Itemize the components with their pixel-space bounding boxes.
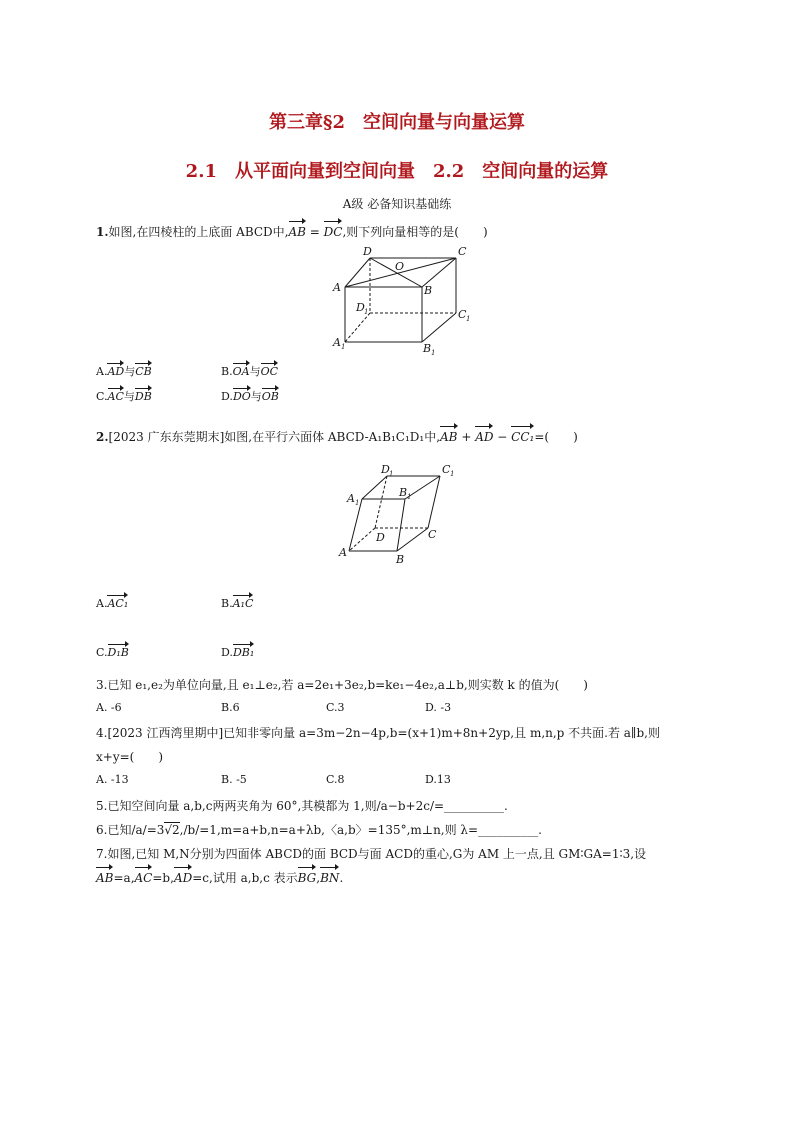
q3-option-d[interactable]: D. -3	[425, 701, 452, 714]
q4-option-b[interactable]: B. -5	[221, 773, 247, 786]
figure-prism	[325, 242, 475, 357]
label-b: B	[424, 284, 433, 297]
q4-option-c[interactable]: C.8	[326, 773, 345, 786]
svg-text:1: 1	[450, 470, 455, 478]
question-2-stem: 2.[2023 广东东莞期末]如图,在平行六面体 ABCD-A₁B₁C₁D₁中,AB + AD − CC₁=( )	[96, 425, 578, 446]
label-a1: A	[347, 492, 355, 505]
label-a: A	[339, 546, 347, 559]
q2-option-d[interactable]: D.DB₁	[221, 643, 254, 659]
label-d1: D	[356, 301, 365, 314]
q3-option-c[interactable]: C.3	[326, 701, 345, 714]
label-c1: C	[442, 463, 451, 476]
svg-text:1: 1	[341, 343, 346, 351]
label-d: D	[363, 245, 372, 258]
q1-option-a[interactable]: A.AD与CB	[96, 362, 152, 379]
label-c1: C	[458, 308, 467, 321]
question-7-stem-line1: 7.如图,已知 M,N分别为四面体 ABCD的面 BCD与面 ACD的重心,G为 AM 上一点,且 GM∶GA=1∶3,设	[96, 847, 647, 861]
label-b: B	[396, 553, 405, 566]
q3-option-a[interactable]: A. -6	[96, 701, 122, 714]
q1-option-b[interactable]: B.OA与OC	[221, 362, 278, 379]
section-title: 2.1 从平面向量到空间向量 2.2 空间向量的运算	[185, 161, 609, 182]
svg-text:1: 1	[389, 470, 394, 478]
question-6-stem: 6.已知/a/=3√2,/b/=1,m=a+b,n=a+λb,〈a,b〉=135°,m⊥n,则 λ=__________.	[96, 823, 542, 837]
question-3-stem: 3.已知 e₁,e₂为单位向量,且 e₁⊥e₂,若 a=2e₁+3e₂,b=ke₁−4e₂,a⊥b,则实数 k 的值为( )	[96, 678, 588, 692]
figure-parallelepiped	[335, 462, 465, 570]
q2-option-a[interactable]: A.AC₁	[96, 594, 128, 610]
q2-option-c[interactable]: C.D₁B	[96, 643, 129, 659]
label-d1: D	[381, 463, 390, 476]
question-1-stem: 1.如图,在四棱柱的上底面 ABCD中,AB = DC,则下列向量相等的是( )	[96, 220, 488, 241]
chapter-title: 第三章§2 空间向量与向量运算	[269, 112, 525, 133]
vector-dc: DC	[324, 220, 343, 241]
label-a1: A	[333, 336, 341, 349]
vector-ab: AB	[289, 220, 306, 241]
question-7-stem-line2: AB=a,AC=b,AD=c,试用 a,b,c 表示BG,BN.	[96, 866, 343, 887]
label-b1: B	[399, 486, 408, 499]
q4-option-a[interactable]: A. -13	[96, 773, 129, 786]
q1-option-c[interactable]: C.AC与DB	[96, 387, 152, 404]
label-c: C	[458, 245, 467, 258]
svg-text:1: 1	[431, 349, 436, 357]
svg-text:1: 1	[407, 493, 412, 501]
level-label: A级 必备知识基础练	[342, 197, 452, 211]
q4-option-d[interactable]: D.13	[425, 773, 451, 786]
question-4-stem-line1: 4.[2023 江西湾里期中]已知非零向量 a=3m−2n−4p,b=(x+1)m+8n+2yp,且 m,n,p 不共面.若 a∥b,则	[96, 726, 660, 740]
label-b1: B	[423, 342, 432, 355]
question-4-stem-line2: x+y=( )	[96, 750, 164, 764]
sqrt-2: √2	[164, 823, 180, 837]
q1-option-d[interactable]: D.DO与OB	[221, 387, 279, 404]
svg-text:1: 1	[364, 308, 369, 316]
label-a: A	[333, 281, 341, 294]
q3-option-b[interactable]: B.6	[221, 701, 240, 714]
svg-text:1: 1	[355, 499, 360, 507]
label-c: C	[428, 528, 437, 541]
label-d: D	[376, 531, 385, 544]
label-o: O	[395, 260, 405, 273]
question-5-stem: 5.已知空间向量 a,b,c两两夹角为 60°,其模都为 1,则/a−b+2c/=__________.	[96, 799, 508, 813]
svg-text:1: 1	[466, 315, 471, 323]
q2-option-b[interactable]: B.A₁C	[221, 594, 253, 610]
